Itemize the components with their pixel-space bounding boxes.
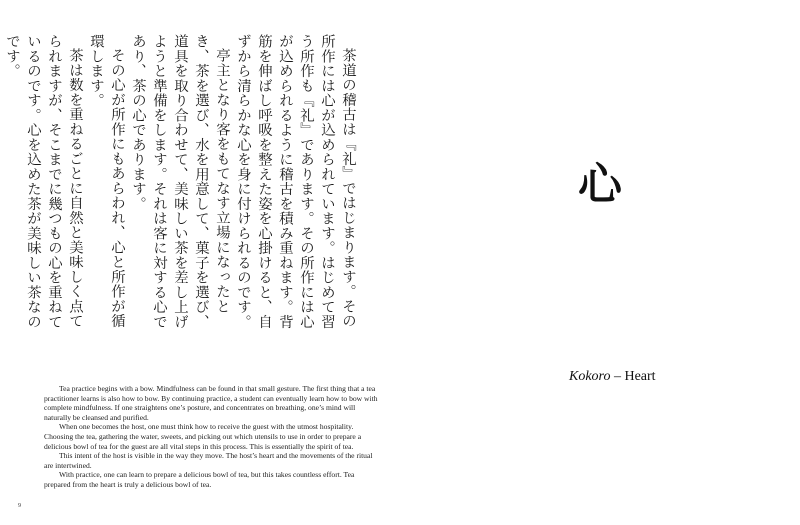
kanji-heading: 心: [578, 159, 622, 210]
kanji-caption: [569, 369, 656, 385]
caption-translation: Heart: [624, 369, 656, 384]
japanese-paragraph: 亭主となり客をもてなす立場になったとき、茶を選び、水を用意して、菓子を選び、道具を取り合わせて、美味しい茶を差し上げようと準備をします。それは客に対する心であり、茶の心であります。: [130, 34, 230, 329]
japanese-vertical-text: [4, 34, 358, 334]
english-paragraph: Tea practice begins with a bow. Mindfulness can be found in that small gesture. The first thing that a tea practitioner learns is also how to bow. By continuing practice, a student can eventually learn how to bow with complete mindfulness. If one straightens one’s posture, and concentrates on breathing, one’s mind will naturally be cleansed and purified.: [44, 384, 378, 422]
japanese-paragraph: 茶は数を重ねるごとに自然と美味しく点てられますが、そこまでに幾つもの心を重ねているのです。心を込めた茶が美味しい茶なのです。: [4, 34, 83, 329]
english-translation-text: [44, 384, 380, 490]
page-number: 9: [18, 503, 21, 509]
english-paragraph: This intent of the host is visible in the way they move. The host’s heart and the movements of the ritual are intertwined.: [44, 451, 373, 470]
japanese-paragraph: その心が所作にもあらわれ、心と所作が循環します。: [88, 34, 125, 329]
caption-romaji: Kokoro: [569, 369, 611, 384]
english-paragraph: With practice, one can learn to prepare a delicious bowl of tea, but this takes countless effort. Tea prepared from the heart is truly a delicious bowl of tea.: [44, 470, 355, 489]
japanese-paragraph: 茶道の稽古は『礼』ではじまります。その所作には心が込められています。はじめて習う所作も『礼』であります。その所作には心が込められるように稽古を積み重ねます。背筋を伸ばし呼吸を整えた姿を心掛けると、自ずから清らかな心を身に付けられるのです。: [235, 34, 356, 329]
english-paragraph: When one becomes the host, one must think how to receive the guest with the utmost hospitality. Choosing the tea, gathering the water, sweets, and picking out which utensils to use in order to prepare a delicious bowl of tea for the guest are all vital steps in this process. This is essentially the spirit of tea.: [44, 422, 362, 451]
caption-separator: –: [610, 369, 625, 384]
right-page: [400, 0, 800, 525]
